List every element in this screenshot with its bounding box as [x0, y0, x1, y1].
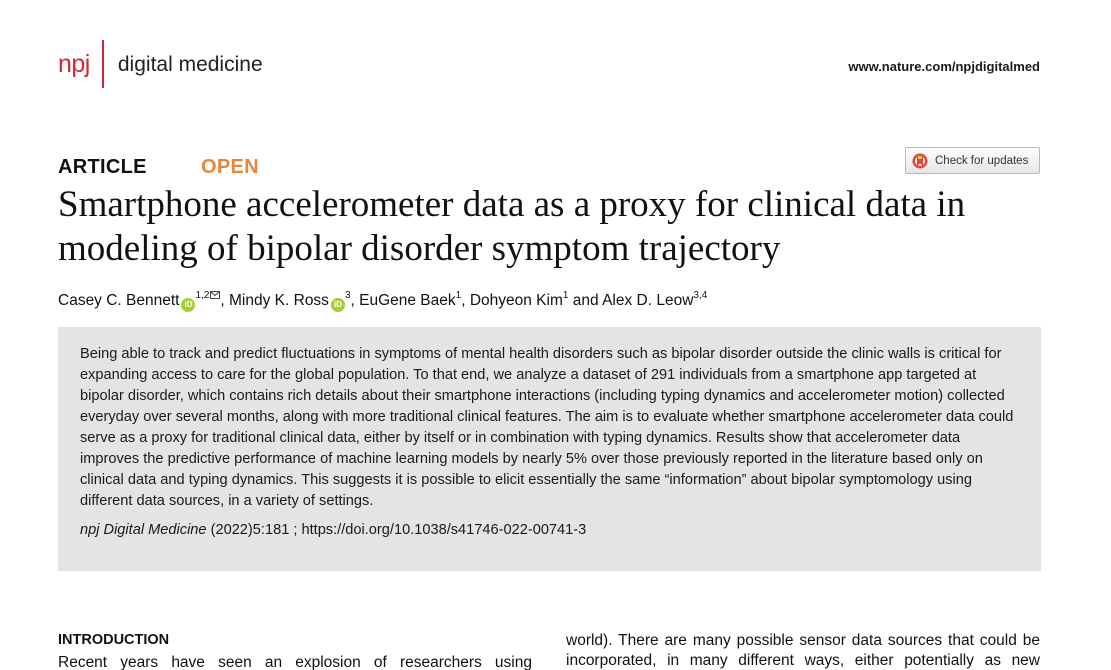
open-access-label: OPEN — [201, 156, 259, 178]
logo-divider — [102, 40, 104, 88]
journal-header — [58, 40, 263, 88]
author-affiliation: 1,2 — [195, 290, 210, 301]
author-affiliation: 3,4 — [693, 290, 708, 301]
journal-logo[interactable]: npj — [58, 49, 90, 78]
author-name[interactable]: Alex D. Leow — [602, 292, 694, 309]
author-separator: , — [461, 292, 470, 309]
abstract-box — [58, 327, 1041, 571]
body-text-right: world). There are many possible sensor data sources that could be — [566, 632, 1040, 649]
orcid-icon[interactable]: iD — [331, 298, 345, 312]
author-affiliation: 1 — [562, 290, 569, 301]
citation-line — [80, 522, 1019, 538]
body-text-right: incorporated, in many different ways, either potentially as new — [566, 652, 1040, 669]
author-separator: , — [220, 292, 230, 309]
orcid-icon[interactable]: iD — [181, 298, 195, 312]
check-for-updates-label: Check for updates — [935, 154, 1029, 167]
citation-doi-link[interactable]: (2022)5:181 ; https://doi.org/10.1038/s41746-022-00741-3 — [206, 522, 587, 538]
author-name[interactable]: Casey C. Bennett — [58, 292, 180, 309]
body-text-left: Recent years have seen an explosion of researchers using — [58, 654, 532, 670]
introduction-heading: INTRODUCTION — [58, 632, 170, 648]
author-name[interactable]: EuGene Baek — [359, 292, 456, 309]
citation-journal: npj Digital Medicine — [80, 522, 207, 538]
article-type-label: ARTICLE — [58, 156, 147, 178]
journal-url-link[interactable]: www.nature.com/npjdigitalmed — [848, 59, 1040, 74]
journal-name[interactable]: digital medicine — [117, 52, 263, 76]
author-affiliation: 3 — [344, 290, 351, 301]
abstract-text: Being able to track and predict fluctuations in symptoms of mental health disorders such as bipolar disorder outside the clinic walls is critical for expanding access to care for the global population. To that end, we analyze a dataset of 291 individuals from a smartphone app targeted at bipolar disorder, which contains rich details about their smartphone interactions (including typing dynamics and accelerometer motion) collected everyday over several months, along with more traditional clinical features. The aim is to evaluate whether smartphone accelerometer data could serve as a proxy for traditional clinical data, either by itself or in combination with typing dynamics. Results show that accelerometer data improves the predictive performance of machine learning models by nearly 5% over those previously reported in the literature based only on clinical data and typing dynamics. This suggests it is possible to elicit essentially the same “information” about bipolar symptomology using different data sources, in a variety of settings. — [80, 346, 1014, 509]
envelope-icon[interactable] — [210, 286, 220, 304]
check-for-updates-button[interactable] — [905, 147, 1040, 174]
author-name[interactable]: Dohyeon Kim — [469, 292, 563, 309]
author-affiliation: 1 — [455, 290, 462, 301]
crossmark-icon — [912, 153, 928, 169]
paper-title: Smartphone accelerometer data as a proxy for clinical data in modeling of bipolar disorder symptom trajectory — [58, 184, 966, 269]
author-list — [58, 286, 707, 312]
author-separator: , — [350, 292, 360, 309]
author-separator: and — [568, 292, 603, 309]
author-name[interactable]: Mindy K. Ross — [229, 292, 329, 309]
